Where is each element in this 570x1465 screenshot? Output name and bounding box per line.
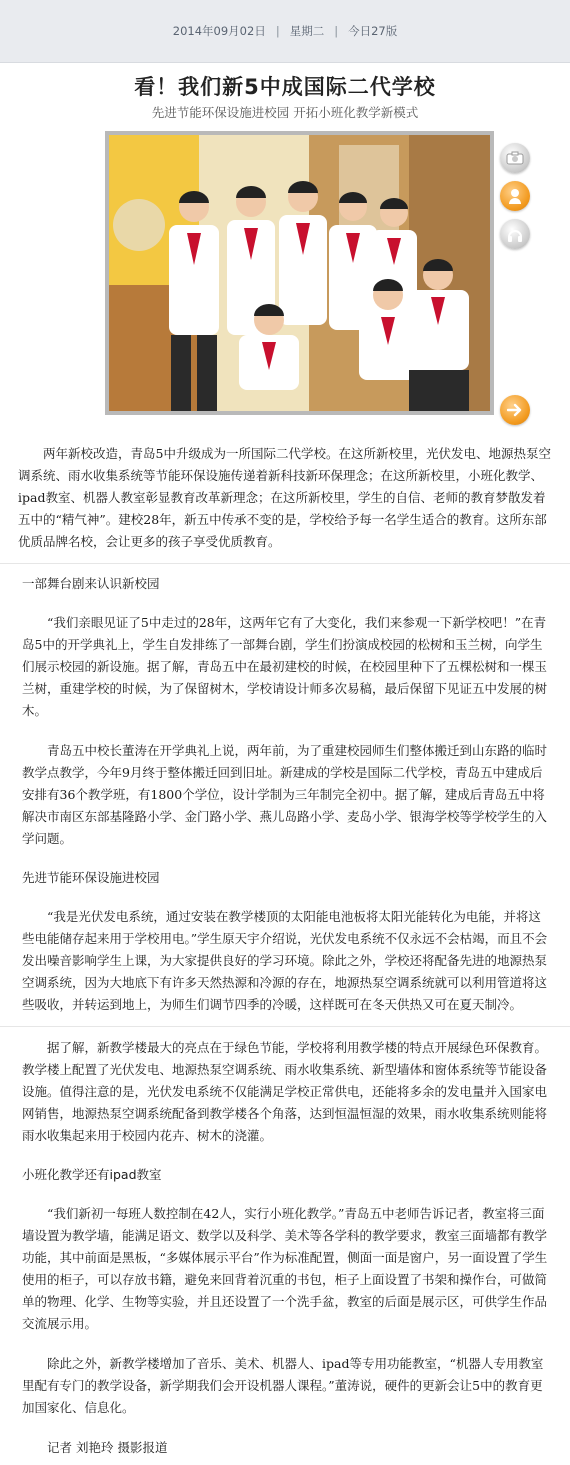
photo-frame <box>105 131 494 415</box>
issue-weekday: 星期二 <box>289 24 325 38</box>
news-photo[interactable] <box>109 135 490 411</box>
paragraph: 青岛五中校长董涛在开学典礼上说，两年前，为了重建校园师生们整体搬迁到山东路的临时教学点教学，今年9月终于整体搬迁回到旧址。新建成的学校是国际二代学校，青岛五中建成后安排有36个教学班，有1800个学位，设计学制为三年制完全初中。据了解，建成后青岛五中将解决市南区东部基隆路小学、金门路小学、燕儿岛路小学、麦岛小学、银海学校等学校学生的入学问题。 <box>22 743 548 846</box>
section-stage-play <box>0 574 570 850</box>
issue-date: 2014年09月02日 <box>172 24 266 38</box>
date-bar <box>0 0 570 63</box>
section-green-detail <box>0 1037 570 1147</box>
next-photo-button[interactable] <box>500 395 530 425</box>
camera-button[interactable] <box>500 143 530 173</box>
paragraph: 除此之外，新教学楼增加了音乐、美术、机器人、ipad等专用功能教室，“机器人专用教室里配有专门的教学设备，新学期我们会开设机器人课程。”董涛说，硬件的更新会让5中的教育更加国家化、信息化。 <box>22 1356 544 1415</box>
paragraph: “我们亲眼见证了5中走过的28年，这两年它有了大变化，我们来参观一下新学校吧！”在青岛5中的开学典礼上，学生自发排练了一部舞台剧，学生们扮演成校园的松树和玉兰树，向学生们展示校园的新设施。据了解，青岛五中在最初建校的时候，在校园里种下了五棵松树和一棵玉兰树，重建学校的时候，为了保留树木，学校请设计师多次易稿，最后保留下见证五中发展的树木。 <box>22 615 548 718</box>
separator: | <box>334 24 339 38</box>
section-heading: 先进节能环保设施进校园 <box>22 870 160 885</box>
section-small-class <box>0 1165 570 1459</box>
byline: 记者 刘艳玲 摄影报道 <box>47 1440 168 1455</box>
lead-paragraph: 两年新校改造，青岛5中升级成为一所国际二代学校。在这所新校里，光伏发电、地源热泵空调系统、雨水收集系统等节能环保设施传递着新科技新环保理念；在这所新校里，小班化教学、ipad教室、机器人教室彰显教育改革新理念；在这所新校里，学生的自信、老师的教育梦散发着五中的“精气神”。建校28年，新五中传承不变的是，学校给予每一名学生适合的教育。这所东部优质品牌名校，会让更多的孩子享受优质教育。 <box>18 446 551 549</box>
article-header <box>0 73 570 122</box>
paragraph: “我们新初一每班人数控制在42人，实行小班化教学。”青岛五中老师告诉记者，教室将三面墙设置为教学墙，能满足语文、数学以及科学、美术等各学科的教学要求，教室三面墙都有教学功能，其中前面是黑板，“多媒体展示平台”作为标准配置，侧面一面是窗户，另一面设置了学生使用的柜子，可以存放书籍，避免来回背着沉重的书包，柜子上面设置了书架和操作台，可做简单的物理、化学、生物等实验，并且还设置了一个洗手盆，教室的后面是展示区，可供学生作品交流展示用。 <box>22 1206 548 1331</box>
separator: | <box>275 24 280 38</box>
article-subtitle: 先进节能环保设施进校园 开拓小班化教学新模式 <box>151 105 419 120</box>
section-heading: 小班化教学还有ipad教室 <box>22 1167 162 1182</box>
paragraph: 据了解，新教学楼最大的亮点在于绿色节能，学校将利用教学楼的特点开展绿色环保教育。教学楼上配置了光伏发电、地源热泵空调系统、雨水收集系统、新型墙体和窗体系统等节能设备设施。值得注意的是，光伏发电系统不仅能满足学校正常供电，还能将多余的发电量并入国家电网销售，地源热泵空调系统配备到教学楼各个角落，达到恒温恒湿的效果，雨水收集系统则能将雨水收集起来用于校园内花卉、树木的浇灌。 <box>22 1040 548 1143</box>
issue-edition: 今日27版 <box>348 24 398 38</box>
section-green-facilities <box>0 868 570 1016</box>
photo-gallery <box>0 131 570 443</box>
person-button[interactable] <box>500 181 530 211</box>
audio-button[interactable] <box>500 219 530 249</box>
headphones-icon <box>507 227 523 242</box>
paragraph: “我是光伏发电系统，通过安装在教学楼顶的太阳能电池板将太阳光能转化为电能，并将这些电能储存起来用于学校用电。”学生原天宇介绍说，光伏发电系统不仅永远不会枯竭，而且不会发出噪音影响学生上课，为大家提供良好的学习环境。除此之外，学校还将配备先进的地源热泵空调系统，因为大地底下有许多天然热源和冷源的存在，地源热泵空调系统就可以利用管道将这些吸收，并转运到地上，为师生们调节四季的冷暖，这样既可在冬天供热又可在夏天制冷。 <box>22 909 548 1012</box>
next-arrow-icon <box>507 403 523 417</box>
camera-icon <box>506 151 524 165</box>
section-heading: 一部舞台剧来认识新校园 <box>22 576 160 591</box>
article-title: 看！我们新5中成国际二代学校 <box>134 75 436 99</box>
person-icon <box>508 188 522 204</box>
